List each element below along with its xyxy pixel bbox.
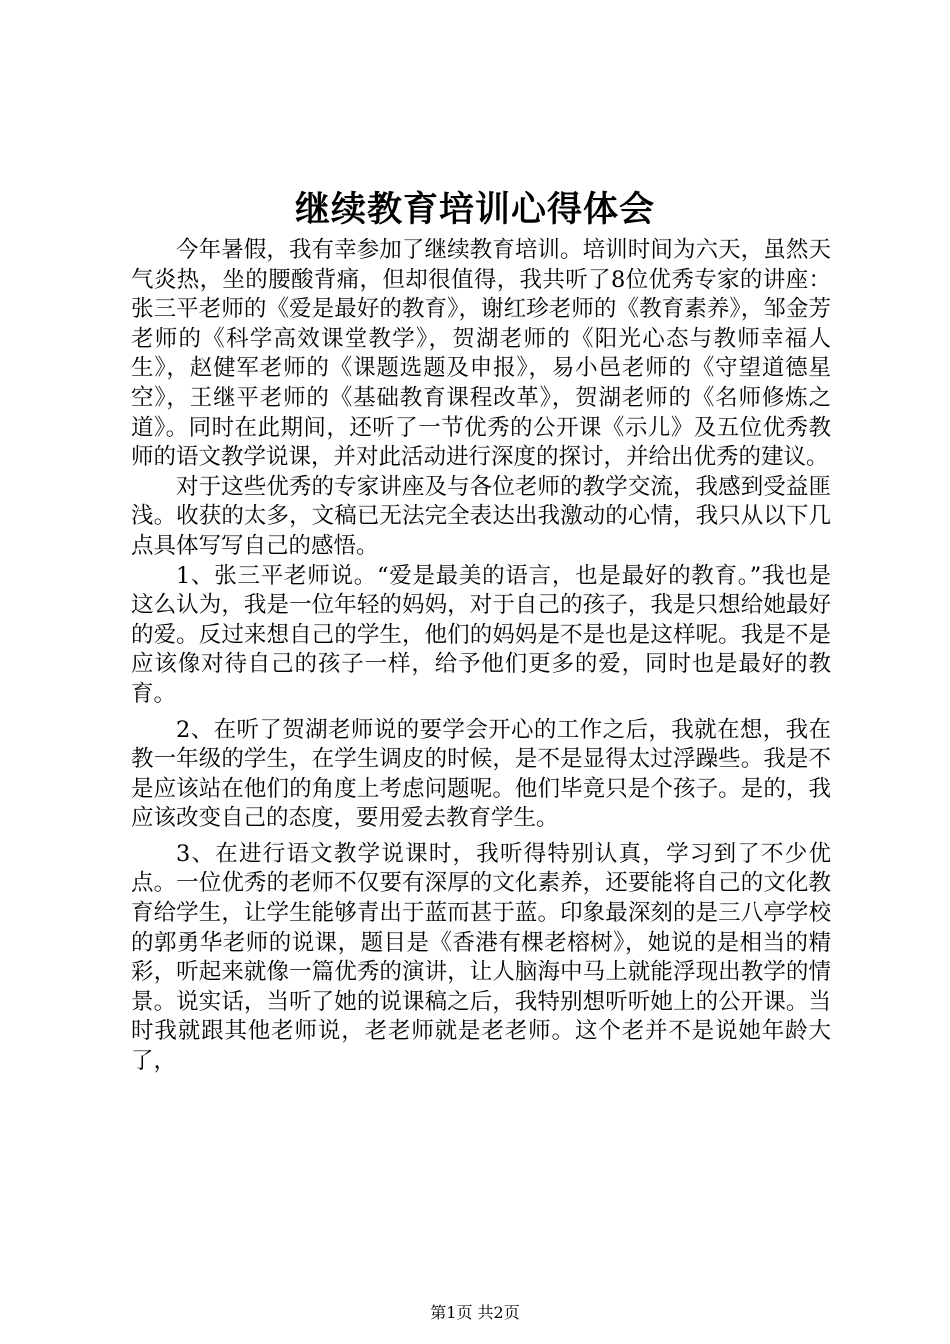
page-footer: 第1页 共2页 bbox=[430, 1303, 520, 1322]
paragraph-point-2: 2、在听了贺湖老师说的要学会开心的工作之后，我就在想，我在教一年级的学生，在学生调皮的时候，是不是显得太过浮躁些。我是不是应该站在他们的角度上考虑问题呢。他们毕竟只是个孩子。是的，我应该改变自己的态度，要用爱去教育学生。 bbox=[131, 716, 831, 832]
paragraph-point-1: 1、张三平老师说。“爱是最美的语言，也是最好的教育。”我也是这么认为，我是一位年轻的妈妈，对于自己的孩子，我是只想给她最好的爱。反过来想自己的学生，他们的妈妈是不是也是这样呢。我是不是应该像对待自己的孩子一样，给予他们更多的爱，同时也是最好的教育。 bbox=[131, 562, 831, 707]
paragraph-point-3: 3、在进行语文教学说课时，我听得特别认真，学习到了不少优点。一位优秀的老师不仅要有深厚的文化素养，还要能将自己的文化教育给学生，让学生能够青出于蓝而甚于蓝。印象最深刻的是三八亭学校的郭勇华老师的说课，题目是《香港有棵老榕树》，她说的是相当的精彩，听起来就像一篇优秀的演讲，让人脑海中马上就能浮现出教学的情景。说实话，当听了她的说课稿之后，我特别想听听她上的公开课。当时我就跟其他老师说，老老师就是老老师。这个老并不是说她年龄大了， bbox=[131, 840, 831, 1075]
document-title: 继续教育培训心得体会 bbox=[294, 189, 655, 230]
paragraph-reflection: 对于这些优秀的专家讲座及与各位老师的教学交流，我感到受益匪浅。收获的太多，文稿已无法完全表达出我激动的心情，我只从以下几点具体写写自己的感悟。 bbox=[131, 473, 831, 559]
document-body bbox=[131, 236, 831, 1077]
paragraph-intro: 今年暑假，我有幸参加了继续教育培训。培训时间为六天，虽然天气炎热，坐的腰酸背痛，但却很值得，我共听了8位优秀专家的讲座：张三平老师的《爱是最好的教育》，谢红珍老师的《教育素养》，邹金芳老师的《科学高效课堂教学》，贺湖老师的《阳光心态与教师幸福人生》，赵健军老师的《课题选题及申报》，易小邑老师的《守望道德星空》，王继平老师的《基础教育课程改革》，贺湖老师的《名师修炼之道》。同时在此期间，还听了一节优秀的公开课《示儿》及五位优秀教师的语文教学说课，并对此活动进行深度的探讨，并给出优秀的建议。 bbox=[131, 237, 831, 471]
